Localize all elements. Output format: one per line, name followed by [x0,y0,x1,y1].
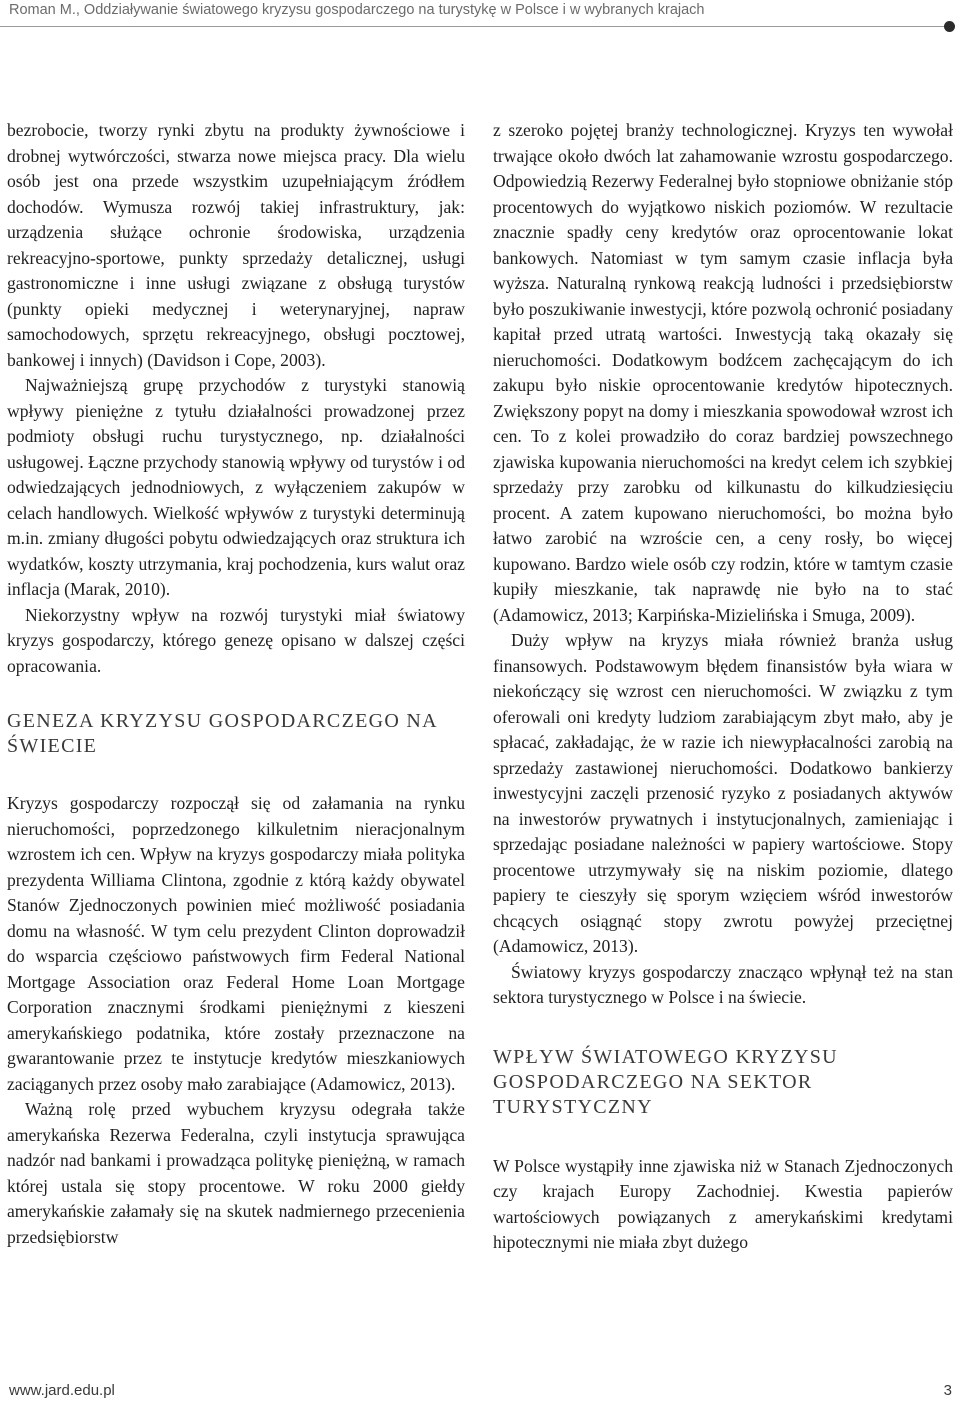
header-divider [0,26,950,27]
paragraph: bezrobocie, tworzy rynki zbytu na produkty żywnościowe i drobnej wytwórczości, stwarza nowe miejsca pracy. Dla wielu osób jest ona przede wszystkim uzupełniającym źródłem dochodów. Wymusza rozwój takiej infrastruktury, jak: urządzenia służące ochronie środowiska, urządzenia rekreacyjno-sportowe, punkty sprzedaży detalicznej, usługi gastronomiczne i inne usługi związane z obsługą turystów (punkty opieki medycznej i weterynaryjnej, napraw samochodowych, sprzętu rekreacyjnego, obsługi pocztowej, bankowej i innych) (Davidson i Cope, 2003). [7,120,465,370]
left-text-column [7,118,465,1250]
paragraph: z szeroko pojętej branży technologicznej. Kryzys ten wywołał trwające około dwóch lat zahamowanie wzrostu gospodarczego. Odpowiedzią Rezerwy Federalnej było stopniowe obniżanie stóp procentowych do wyjątkowo niskich poziomów. W rezultacie znacznie spadły ceny kredytów oraz oprocentowanie lokat bankowych. Natomiast w tym samym czasie inflacja była wyższa. Naturalną rynkową reakcją ludności i przedsiębiorstw było poszukiwanie inwestycji, które pozwolą ochronić posiadany kapitał przed utratą wartości. Inwestycją taką okazały się nieruchomości. Dodatkowym bodźcem zachęcającym do ich zakupu było niskie oprocentowanie kredytów hipotecznych. Zwiększony popyt na domy i mieszkania spowodował wzrost ich cen. To z kolei prowadziło do coraz bardziej powszechnego zjawiska kupowania nieruchomości na kredyt celem ich szybkiej sprzedaży przy zarobku od kilkunastu do kilkudziesięciu procent. A zatem kupowano nieruchomości, bo można było łatwo zarobić na wzroście cen, a ceny rosły, bo więcej kupowano. Bardzo wiele osób czy rodzin, które w tamtym czasie kupiły mieszkanie, tak naprawdę nie było na to stać (Adamowicz, 2013; Karpińska-Mizielińska i Smuga, 2009). [493,120,953,625]
paragraph: Duży wpływ na kryzys miała również branża usług finansowych. Podstawowym błędem finansistów była wiara w niekończący się wzrost cen nieruchomości. W związku z tym oferowali oni kredyty ludziom zarabiającym zbyt mało, aby je spłacać, zakładając, że w razie ich niewypłacalności zarobią na sprzedaży zastawionej nieruchomości. Dodatkowo bankierzy inwestycyjni zaczęli przenosić ryzyko z posiadanych aktywów na inwestorów prywatnych i instytucjonalnych, zamieniając i sprzedając posiadane należności w papiery wartościowe. Stopy procentowe utrzymywały się na niskim poziomie, dlatego papiery te cieszyły się sporym wzięciem wśród inwestorów chcących osiągnąć stopy zwrotu powyżej przeciętnej (Adamowicz, 2013). [493,630,953,956]
section-heading: GENEZA KRYZYSU GOSPODARCZEGO NA ŚWIECIE [7,710,437,757]
paragraph: Światowy kryzys gospodarczy znacząco wpłynął też na stan sektora turystycznego w Polsce i na świecie. [493,961,953,1007]
paragraph: Najważniejszą grupę przychodów z turystyki stanowią wpływy pieniężne z tytułu działalności prowadzonej przez podmioty obsługi ruchu turystycznego, np. działalności usługowej. Łączne przychody stanowią wpływy od turystów i od odwiedzających jednodniowych, z wyłączeniem zakupów w celach handlowych. Wielkość wpływów z turystyki determinują m.in. zmiany długości pobytu odwiedzających oraz struktura ich wydatków, koszty utrzymania, kraj pochodzenia, kurs walut oraz inflacja (Marak, 2010). [7,375,465,599]
paragraph: Niekorzystny wpływ na rozwój turystyki miał światowy kryzys gospodarczy, którego genezę opisano w dalszej części opracowania. [7,604,465,676]
page-number: 3 [943,1382,952,1399]
paragraph: W Polsce wystąpiły inne zjawiska niż w Stanach Zjednoczonych czy krajach Europy Zachodniej. Kwestia papierów wartościowych powiązanych z amerykańskimi kredytami hipotecznymi nie miała zbyt dużego [493,1155,953,1252]
paragraph: Kryzys gospodarczy rozpoczął się od załamania na rynku nieruchomości, poprzedzonego kilkuletnim nieracjonalnym wzrostem ich cen. Wpływ na kryzys gospodarczy miała polityka prezydenta Williama Clintona, zgodnie z którą każdy obywatel Stanów Zjednoczonych powinien mieć możliwość posiadania domu na własność. W tym celu prezydent Clinton doprowadził do wsparcia częściowo państwowych firm Federal National Mortgage Association oraz Federal Home Loan Mortgage Corporation znacznymi środkami pieniężnymi z kieszeni amerykańskiego podatnika, które zostały przeznaczone na gwarantowanie przez te instytucje kredytów mieszkaniowych zaciąganych przez osoby mało zarabiające (Adamowicz, 2013). [7,793,465,1094]
header-bullet-dot [944,21,955,32]
running-header-title: Roman M., Oddziaływanie światowego kryzysu gospodarczego na turystykę w Polsce i w wybranych krajach [9,2,705,18]
journal-website-link[interactable]: www.jard.edu.pl [9,1382,115,1399]
right-text-column [493,118,953,1256]
section-heading: WPŁYW ŚWIATOWEGO KRYZYSU GOSPODARCZEGO NA SEKTOR TURYSTYCZNY [493,1045,838,1118]
paragraph: Ważną rolę przed wybuchem kryzysu odegrała także amerykańska Rezerwa Federalna, czyli instytucja sprawująca nadzór nad bankami i prowadząca politykę pieniężną, w ramach której ustala się stopy procentowe. W roku 2000 giełdy amerykańskie załamały się na skutek nadmiernego przecenienia przedsiębiorstw [7,1099,465,1247]
